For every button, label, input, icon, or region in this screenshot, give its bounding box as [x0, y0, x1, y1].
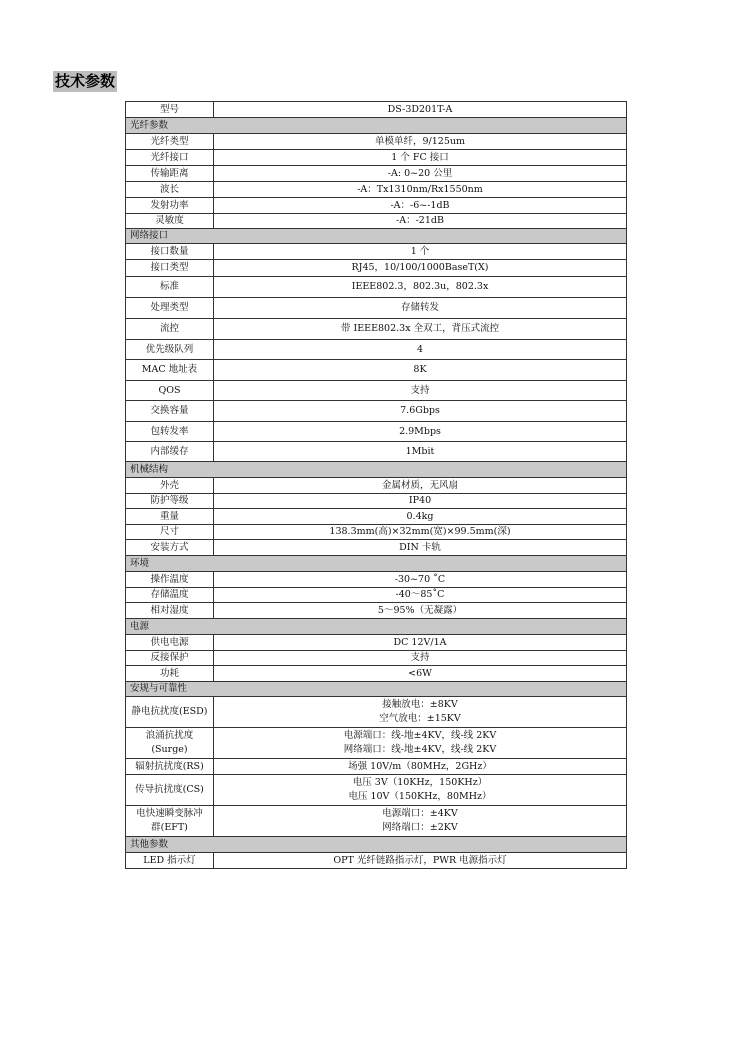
spec-label: 接口数量 [126, 244, 214, 260]
table-row [126, 319, 627, 340]
spec-label [126, 806, 214, 837]
spec-value: -A：-21dB [214, 214, 627, 229]
table-row [126, 572, 627, 588]
spec-value-line-2: 网络端口：线-地±4KV，线-线 2KV [343, 744, 497, 755]
spec-label [126, 728, 214, 759]
spec-label: 功耗 [126, 666, 214, 682]
spec-label: 安装方式 [126, 540, 214, 556]
spec-label: 接口类型 [126, 260, 214, 277]
spec-label: 尺寸 [126, 525, 214, 540]
spec-label: 反接保护 [126, 651, 214, 666]
spec-value: 2.9Mbps [214, 422, 627, 442]
section-header: 其他参数 [126, 837, 627, 853]
table-row [126, 340, 627, 360]
spec-value: 场强 10V/m（80MHz，2GHz） [214, 759, 627, 775]
table-row [126, 635, 627, 651]
spec-value: IP40 [214, 494, 627, 509]
spec-value-line-1: 电源端口：±4KV [382, 808, 458, 819]
table-row [126, 462, 627, 478]
spec-table-body [126, 102, 627, 869]
table-row [126, 775, 627, 806]
table-row [126, 588, 627, 603]
spec-label: 光纤接口 [126, 150, 214, 166]
spec-label: 防护等级 [126, 494, 214, 509]
table-row [126, 853, 627, 869]
spec-label: 发射功率 [126, 198, 214, 214]
spec-value: -A：-6~-1dB [214, 198, 627, 214]
spec-label: LED 指示灯 [126, 853, 214, 869]
spec-label: 辐射抗扰度(RS) [126, 759, 214, 775]
spec-label-line-2: 群(EFT) [151, 822, 188, 833]
spec-value: 支持 [214, 651, 627, 666]
table-row [126, 360, 627, 381]
section-header: 安规与可靠性 [126, 682, 627, 697]
spec-label: 操作温度 [126, 572, 214, 588]
spec-label: 传导抗扰度(CS) [126, 775, 214, 806]
spec-value [214, 728, 627, 759]
spec-label: 外壳 [126, 478, 214, 494]
spec-value: 带 IEEE802.3x 全双工，背压式流控 [214, 319, 627, 340]
spec-value: 单模单纤，9/125um [214, 134, 627, 150]
spec-value: <6W [214, 666, 627, 682]
spec-value: DS-3D201T-A [214, 102, 627, 118]
spec-label: QOS [126, 381, 214, 401]
table-row [126, 759, 627, 775]
table-row [126, 509, 627, 525]
spec-value: OPT 光纤链路指示灯，PWR 电源指示灯 [214, 853, 627, 869]
spec-value [214, 775, 627, 806]
spec-label: 处理类型 [126, 298, 214, 319]
spec-value: 8K [214, 360, 627, 381]
table-row [126, 442, 627, 462]
spec-label: 流控 [126, 319, 214, 340]
spec-value-line-2: 空气放电：±15KV [379, 713, 461, 724]
spec-value: -30~70 ˚C [214, 572, 627, 588]
table-row [126, 298, 627, 319]
spec-value-line-2: 电压 10V（150KHz，80MHz） [348, 791, 492, 802]
spec-value [214, 806, 627, 837]
spec-table [125, 101, 627, 869]
spec-label: 优先级队列 [126, 340, 214, 360]
spec-label: 静电抗扰度(ESD) [126, 697, 214, 728]
spec-label: 光纤类型 [126, 134, 214, 150]
table-row [126, 134, 627, 150]
table-row [126, 494, 627, 509]
spec-value: DIN 卡轨 [214, 540, 627, 556]
spec-value: -A: 0~20 公里 [214, 166, 627, 182]
spec-label: 传输距离 [126, 166, 214, 182]
table-row [126, 182, 627, 198]
spec-value: 4 [214, 340, 627, 360]
section-header: 机械结构 [126, 462, 627, 478]
spec-value-line-2: 网络端口：±2KV [382, 822, 458, 833]
spec-value: -A：Tx1310nm/Rx1550nm [214, 182, 627, 198]
spec-label: MAC 地址表 [126, 360, 214, 381]
spec-value: 1 个 FC 接口 [214, 150, 627, 166]
table-row [126, 381, 627, 401]
spec-label: 重量 [126, 509, 214, 525]
spec-value: 7.6Gbps [214, 401, 627, 422]
table-row [126, 198, 627, 214]
spec-value: 0.4kg [214, 509, 627, 525]
table-row [126, 728, 627, 759]
spec-value: RJ45，10/100/1000BaseT(X) [214, 260, 627, 277]
table-row [126, 118, 627, 134]
spec-value: 存储转发 [214, 298, 627, 319]
table-row [126, 422, 627, 442]
spec-label: 灵敏度 [126, 214, 214, 229]
table-row [126, 697, 627, 728]
table-row [126, 166, 627, 182]
table-row [126, 525, 627, 540]
spec-label-line-1: 电快速瞬变脉冲 [136, 808, 203, 819]
spec-label: 交换容量 [126, 401, 214, 422]
table-row [126, 102, 627, 118]
spec-value: 5～95%（无凝露） [214, 603, 627, 619]
spec-label: 存储温度 [126, 588, 214, 603]
spec-label: 波长 [126, 182, 214, 198]
spec-value-line-1: 接触放电：±8KV [382, 699, 458, 710]
table-row [126, 682, 627, 697]
spec-label: 相对湿度 [126, 603, 214, 619]
spec-value: 金属材质，无风扇 [214, 478, 627, 494]
spec-label: 供电电源 [126, 635, 214, 651]
table-row [126, 603, 627, 619]
spec-value [214, 697, 627, 728]
table-row [126, 150, 627, 166]
section-header: 环境 [126, 556, 627, 572]
table-row [126, 260, 627, 277]
table-row [126, 229, 627, 244]
spec-value-line-1: 电源端口：线-地±4KV，线-线 2KV [343, 730, 497, 741]
table-row [126, 837, 627, 853]
spec-label: 内部缓存 [126, 442, 214, 462]
spec-label: 型号 [126, 102, 214, 118]
spec-label-line-2: (Surge) [151, 744, 188, 755]
spec-value: IEEE802.3，802.3u，802.3x [214, 277, 627, 298]
table-row [126, 666, 627, 682]
spec-label: 包转发率 [126, 422, 214, 442]
table-row [126, 244, 627, 260]
section-header: 网络接口 [126, 229, 627, 244]
spec-value: 138.3mm(高)×32mm(宽)×99.5mm(深) [214, 525, 627, 540]
spec-value: -40～85˚C [214, 588, 627, 603]
table-row [126, 401, 627, 422]
table-row [126, 619, 627, 635]
spec-label: 标准 [126, 277, 214, 298]
section-header: 电源 [126, 619, 627, 635]
table-row [126, 806, 627, 837]
section-header: 光纤参数 [126, 118, 627, 134]
spec-label-line-1: 浪涌抗扰度 [145, 730, 194, 741]
spec-value: 1 个 [214, 244, 627, 260]
spec-value: DC 12V/1A [214, 635, 627, 651]
spec-value-line-1: 电压 3V（10KHz，150KHz） [352, 777, 488, 788]
table-row [126, 540, 627, 556]
table-row [126, 651, 627, 666]
table-row [126, 478, 627, 494]
table-row [126, 277, 627, 298]
spec-value: 支持 [214, 381, 627, 401]
table-row [126, 556, 627, 572]
page-title: 技术参数 [55, 72, 116, 90]
table-row [126, 214, 627, 229]
spec-value: 1Mbit [214, 442, 627, 462]
